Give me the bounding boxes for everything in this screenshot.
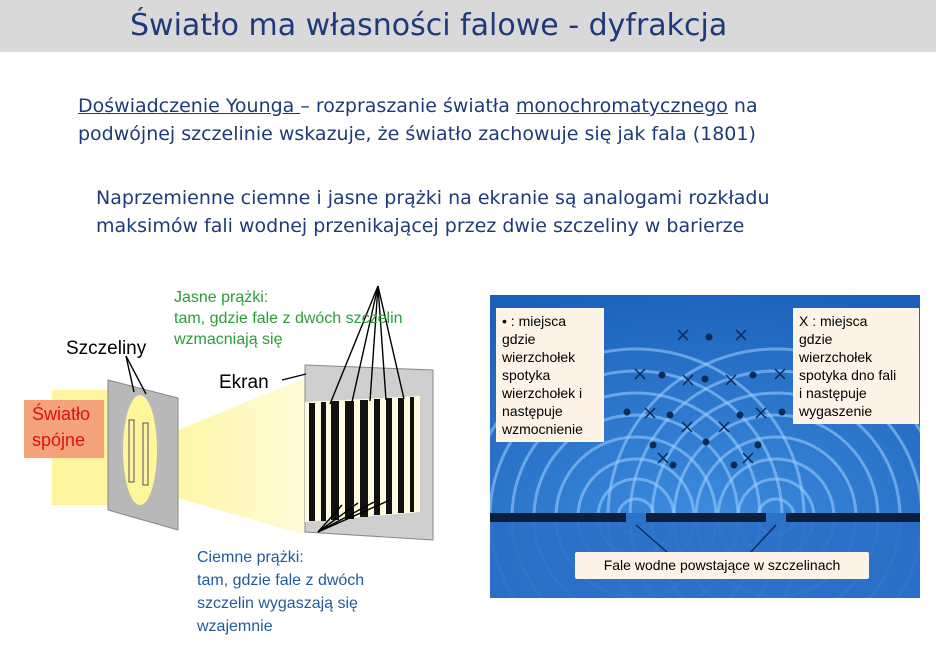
legend-crosses — [793, 308, 919, 424]
legend-dots-line: • : miejsca — [502, 313, 567, 329]
dot — [755, 442, 762, 449]
fringe — [345, 401, 354, 519]
analogy-paragraph — [96, 184, 896, 240]
fringe — [321, 402, 326, 521]
light-label-2: spójne — [32, 430, 86, 450]
gap-right — [766, 513, 786, 522]
dark-desc-1: tam, gdzie fale z dwóch — [197, 572, 365, 589]
legend-crosses-line: X : miejsca — [799, 313, 868, 329]
fringes — [309, 397, 414, 521]
fringe — [360, 400, 368, 517]
legend-dots-line: spotyka — [502, 367, 551, 383]
legend-crosses-line: i następuje — [799, 385, 867, 401]
slit-glow — [123, 395, 157, 505]
dot — [659, 372, 666, 379]
screen-label: Ekran — [219, 372, 269, 393]
fringe — [386, 398, 392, 514]
dark-desc-3: wzajemnie — [197, 618, 273, 635]
analogy-line-1: Naprzemienne ciemne i jasne prążki na ekranie są analogami rozkładu — [96, 187, 770, 209]
barrier — [490, 513, 920, 522]
fringe — [410, 397, 414, 512]
bright-title: Jasne prążki: — [174, 289, 269, 306]
light-label-1: Światło — [32, 404, 91, 424]
legend-crosses-line: gdzie — [799, 331, 833, 347]
light-beam-out — [178, 378, 305, 535]
legend-dots-line: wierzchołek — [502, 349, 576, 365]
slits-label: Szczeliny — [66, 338, 147, 359]
dot — [703, 439, 710, 446]
fringe — [309, 403, 315, 521]
intro-paragraph — [78, 92, 878, 148]
bright-desc-1: tam, gdzie fale z dwóch szczelin — [174, 310, 403, 327]
dot — [667, 412, 674, 419]
intro-line-2: podwójnej szczelinie wskazuje, że światło zachowuje się jak fala (1801) — [78, 123, 756, 145]
dot — [750, 372, 757, 379]
dot — [670, 462, 677, 469]
intro-text-1: – rozpraszanie światła — [300, 95, 516, 117]
dot — [702, 376, 709, 383]
legend-crosses-line: spotyka dno fali — [799, 367, 897, 383]
slit-left — [129, 420, 134, 482]
dark-desc-2: szczelin wygaszają się — [197, 595, 358, 612]
legend-dots-line: wzmocnienie — [502, 421, 583, 437]
dot — [731, 462, 738, 469]
slide-title: Światło ma własności falowe - dyfrakcja — [130, 8, 728, 43]
bright-fringes-label — [174, 287, 403, 350]
legend-crosses-line: wierzchołek — [799, 349, 873, 365]
wave-caption: Fale wodne powstające w szczelinach — [575, 552, 869, 579]
dot — [706, 334, 713, 341]
legend-crosses-line: wygaszenie — [799, 403, 873, 419]
slit-right — [143, 423, 148, 485]
fringe — [331, 401, 339, 520]
bright-desc-2: wzmacniają się — [174, 331, 283, 348]
legend-dots — [496, 308, 604, 442]
fringe — [398, 398, 404, 513]
fringe — [374, 399, 380, 515]
dark-title: Ciemne prążki: — [197, 549, 304, 566]
analogy-line-2: maksimów fali wodnej przenikającej przez dwie szczeliny w barierze — [96, 215, 745, 237]
young-experiment-link[interactable]: Doświadczenie Younga — [78, 95, 301, 117]
intro-text-2: na — [727, 95, 758, 117]
legend-dots-line: gdzie — [502, 331, 536, 347]
legend-dots-line: wierzchołek i — [502, 385, 583, 401]
legend-dots-line: następuje — [502, 403, 563, 419]
dot — [650, 442, 657, 449]
gap-left — [626, 513, 646, 522]
dot — [737, 412, 744, 419]
dot — [624, 409, 631, 416]
monochromatic-link[interactable]: monochromatycznego — [515, 95, 728, 117]
coherent-light-box — [24, 400, 104, 458]
dot — [779, 409, 786, 416]
dark-fringes-label — [197, 546, 364, 638]
